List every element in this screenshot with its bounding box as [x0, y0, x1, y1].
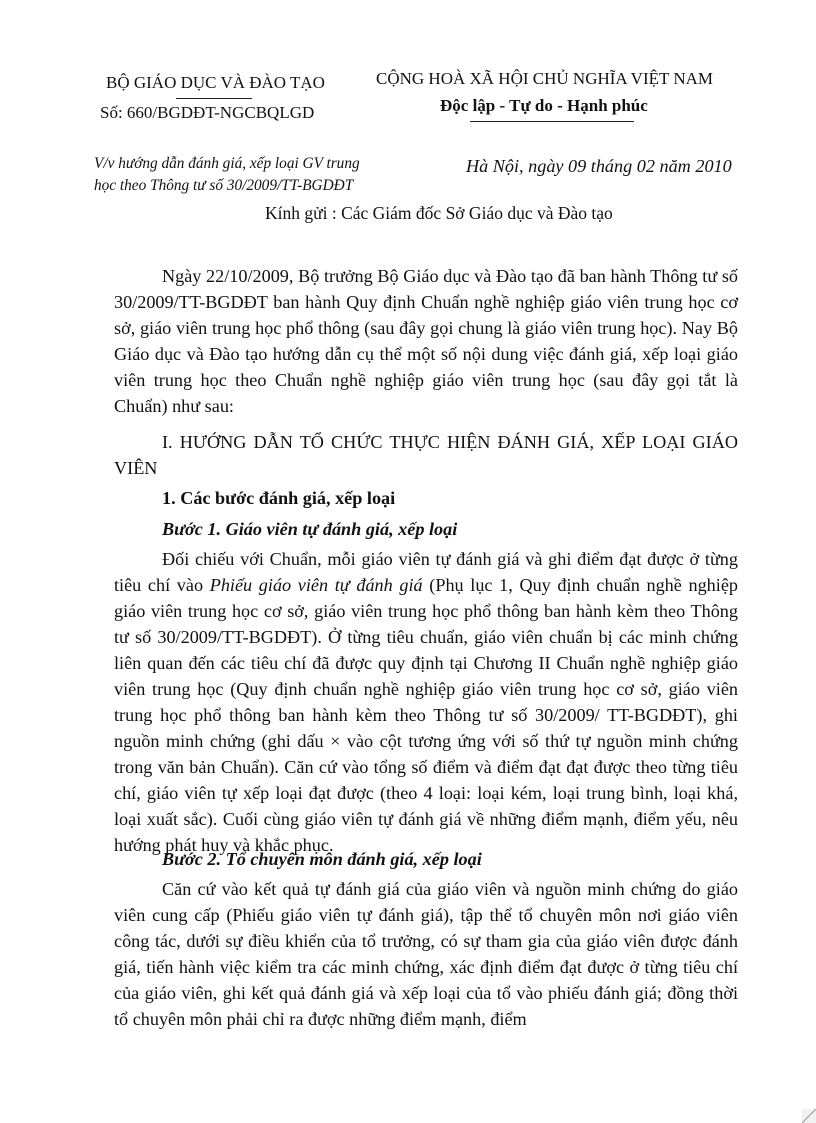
motto-underline: [470, 121, 634, 122]
recipient-line: Kính gửi : Các Giám đốc Sở Giáo dục và Đào tạo: [265, 203, 613, 223]
step1-form-name: Phiếu giáo viên tự đánh giá: [209, 575, 423, 595]
ministry-underline: [176, 98, 252, 99]
document-number: Số: 660/BGDĐT-NGCBQLGD: [100, 103, 315, 122]
step1-text-a: Đối chiếu với Chuẩn, mỗi giáo viên tự đánh giá và ghi điểm đạt được ở từng tiêu chí vào: [114, 549, 738, 595]
subject-line-2: học theo Thông tư số 30/2009/TT-BGDĐT: [94, 177, 354, 194]
step2-paragraph: Căn cứ vào kết quả tự đánh giá của giáo viên và nguồn minh chứng do giáo viên cung cấp (Phiếu giáo viên tự đánh giá), tập thể tổ chuyên môn nơi giáo viên công tác, dưới sự điều khiển của tổ trưởng, có sự tham gia của giáo viên được đánh giá, tiến hành việc kiểm tra các minh chứng, xác định điểm đạt được ở từng tiêu chí của giáo viên, ghi kết quả đánh giá và xếp loại của tổ vào phiếu đánh giá; đồng thời tổ chuyên môn phải chỉ ra được những điểm mạnh, điểm: [114, 879, 738, 1029]
subsection-title: 1. Các bước đánh giá, xếp loại: [162, 488, 396, 508]
place-date: Hà Nội, ngày 09 tháng 02 năm 2010: [466, 156, 732, 176]
step1-paragraph: [114, 546, 738, 858]
step1-text-b: (Phụ lục 1, Quy định chuẩn nghề nghiệp giáo viên trung học cơ sở, giáo viên trung học phổ thông ban hành kèm theo Thông tư số 30/2009/TT-BGDĐT). Ở từng tiêu chuẩn, giáo viên chuẩn bị các minh chứng liên quan đến các tiêu chí đã được quy định tại Chương II Chuẩn nghề nghiệp giáo viên trung học (Quy định chuẩn nghề nghiệp giáo viên trung học cơ sở, giáo viên trung học phổ thông ban hành kèm theo Thông tư số 30/2009/ TT-BGDĐT), ghi nguồn minh chứng (ghi dấu × vào cột tương ứng với số thứ tự nguồn minh chứng trong văn bản Chuẩn). Căn cứ vào tổng số điểm và điểm đạt đạt được theo từng tiêu chí, giáo viên tự xếp loại đạt được (theo 4 loại: loại kém, loại trung bình, loại khá, loại xuất sắc). Cuối cùng giáo viên tự đánh giá về những điểm mạnh, điểm yếu, nêu hướng phát huy và khắc phục.: [114, 575, 738, 855]
step2-title: Bước 2. Tổ chuyên môn đánh giá, xếp loại: [162, 849, 482, 869]
country-name: CỘNG HOÀ XÃ HỘI CHỦ NGHĨA VIỆT NAM: [376, 69, 714, 88]
step1-title: Bước 1. Giáo viên tự đánh giá, xếp loại: [162, 519, 458, 539]
ministry-name: BỘ GIÁO DỤC VÀ ĐÀO TẠO: [106, 73, 325, 92]
national-motto: Độc lập - Tự do - Hạnh phúc: [440, 96, 648, 115]
section-title: I. HƯỚNG DẪN TỔ CHỨC THỰC HIỆN ĐÁNH GIÁ, XẾP LOẠI GIÁO VIÊN: [114, 432, 738, 478]
page-corner-mark: [802, 1109, 816, 1123]
intro-paragraph: Ngày 22/10/2009, Bộ trưởng Bộ Giáo dục và Đào tạo đã ban hành Thông tư số 30/2009/TT-BGDĐT ban hành Quy định Chuẩn nghề nghiệp giáo viên trung học cơ sở, giáo viên trung học phổ thông (sau đây gọi chung là giáo viên trung học). Nay Bộ Giáo dục và Đào tạo hướng dẫn cụ thể một số nội dung việc đánh giá, xếp loại giáo viên trung học theo Chuẩn nghề nghiệp giáo viên trung học (sau đây gọi tắt là Chuẩn) như sau:: [114, 266, 738, 416]
subject-line-1: V/v hướng dẫn đánh giá, xếp loại GV trung: [94, 155, 360, 172]
